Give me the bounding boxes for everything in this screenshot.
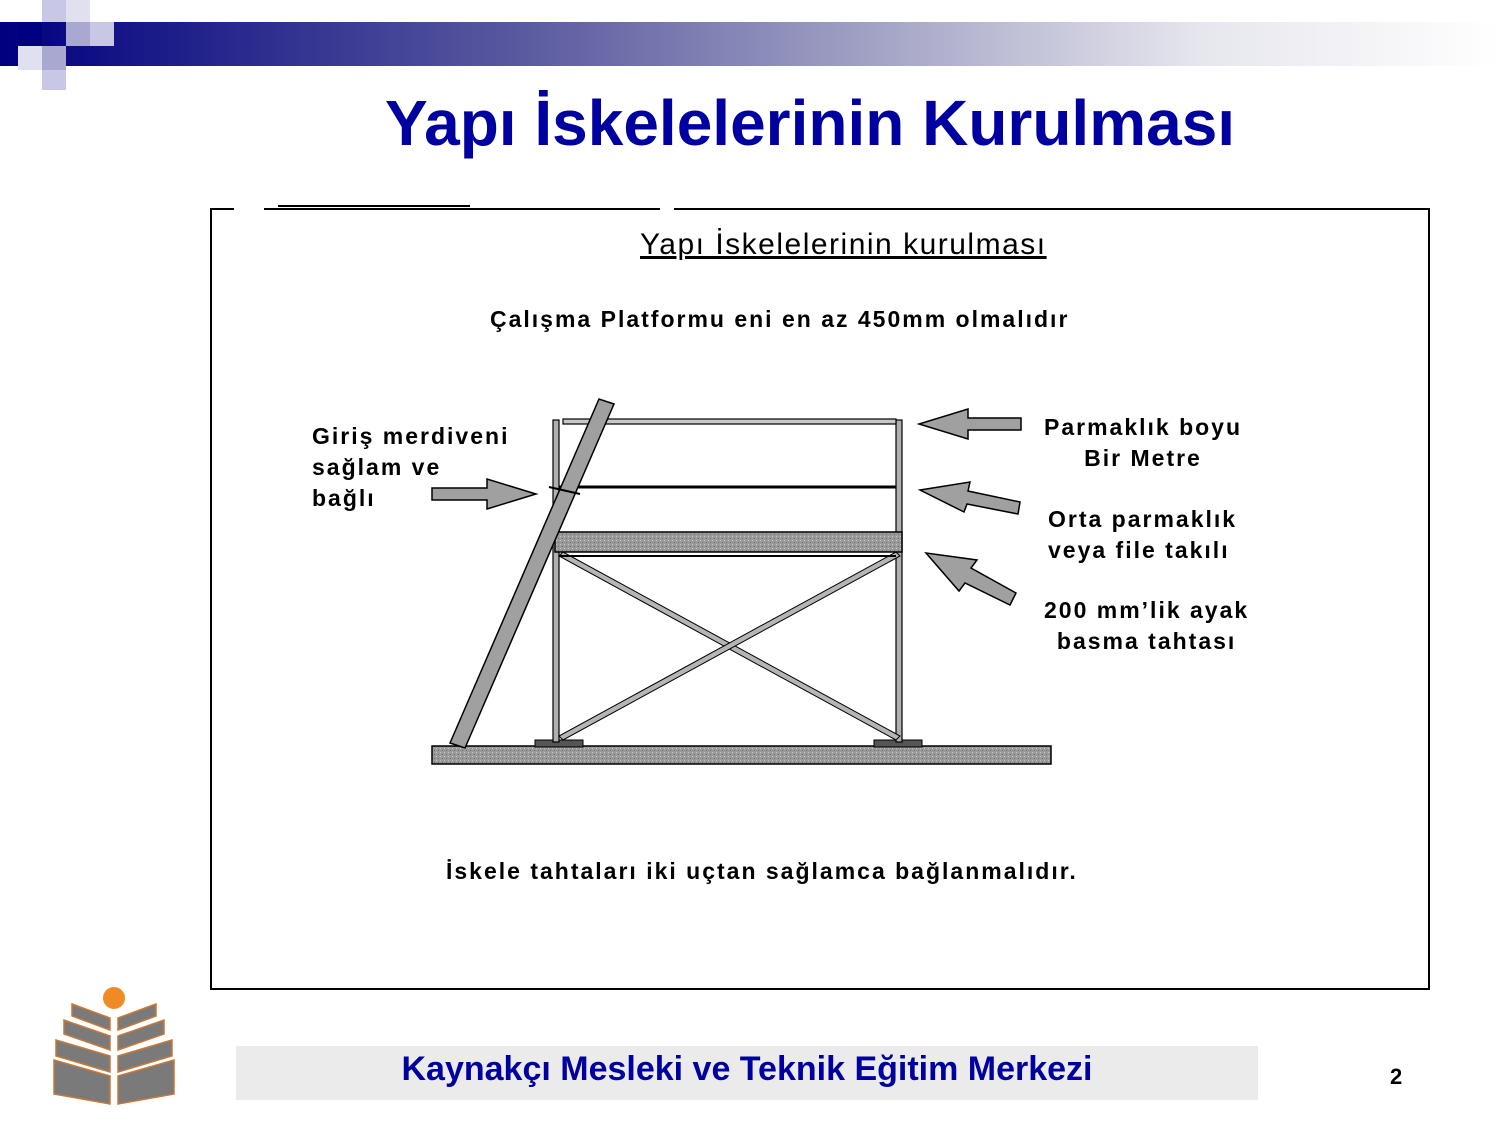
label-guardrail-line-1: Parmaklık boyu [1044, 414, 1243, 440]
label-midrail-line-1: Orta parmaklık [1048, 506, 1238, 532]
arrow-midrail [920, 482, 1020, 514]
label-ladder-line-2: sağlam ve [312, 454, 442, 480]
diagram-footnote: İskele tahtaları iki uçtan sağlamca bağlanmalıdır. [446, 858, 1078, 884]
label-midrail [1048, 504, 1237, 566]
label-midrail-line-2: veya file takılı [1048, 537, 1230, 563]
top-guardrail [563, 419, 896, 424]
logo-icon [54, 987, 174, 1104]
platform-toe-board [555, 532, 902, 552]
footer-organization: Kaynakçı Mesleki ve Teknik Eğitim Merkezi [401, 1050, 1093, 1088]
label-ladder-line-3: bağlı [312, 485, 376, 511]
label-toeboard [1044, 595, 1249, 657]
label-ladder [312, 421, 509, 514]
ground-beam [432, 746, 1051, 764]
diagram-subtitle: Çalışma Platformu eni en az 450mm olmalıdır [490, 306, 1070, 332]
label-toeboard-line-1: 200 mm’lik ayak [1044, 597, 1250, 623]
post-right [896, 420, 902, 742]
arrow-guardrail [919, 409, 1021, 439]
page-number: 2 [1390, 1064, 1403, 1089]
diagram-title: Yapı İskelelerinin kurulması [640, 228, 1047, 261]
logo-dot [103, 987, 125, 1009]
label-ladder-line-1: Giriş merdiveni [312, 423, 510, 449]
label-guardrail [1044, 412, 1242, 474]
post-left [553, 420, 559, 742]
arrow-toeboard [926, 553, 1016, 605]
slide-title: Yapı İskelelerinin Kurulması [384, 87, 1236, 159]
label-guardrail-line-2: Bir Metre [1084, 445, 1202, 471]
label-toeboard-line-2: basma tahtası [1056, 628, 1237, 654]
